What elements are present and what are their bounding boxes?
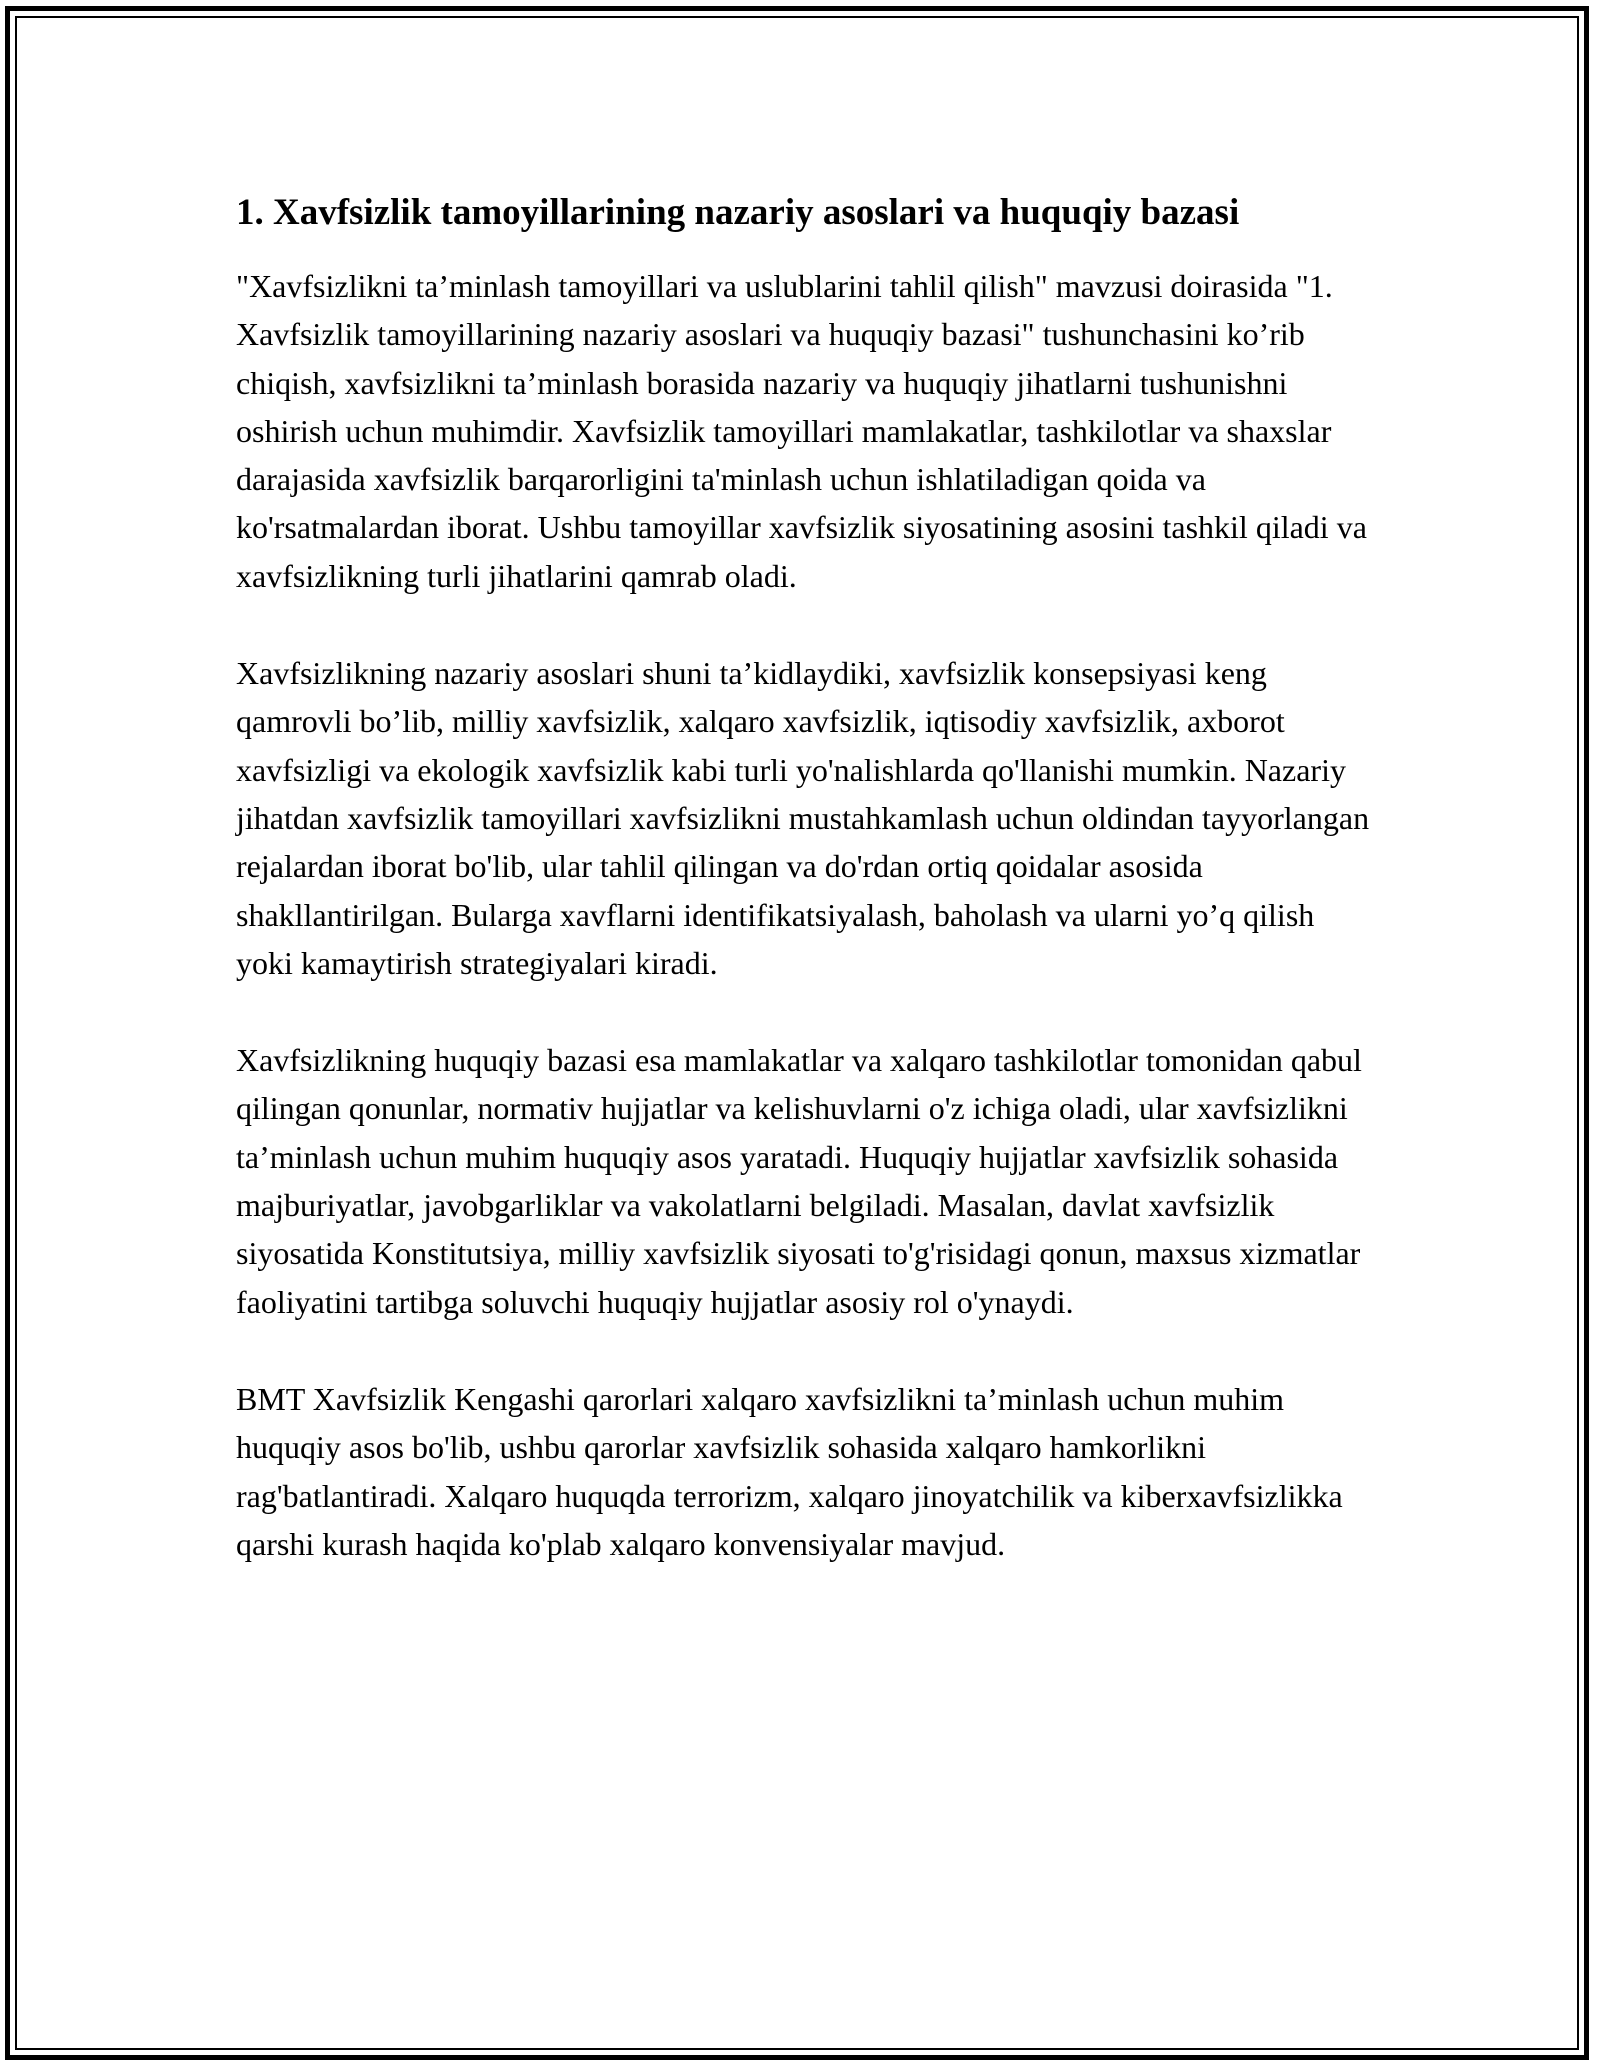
- document-body: [236, 186, 1376, 1617]
- section-heading: 1. Xavfsizlik tamoyillarining nazariy asoslari va huquqiy bazasi: [236, 192, 1240, 233]
- paragraph-2: Xavfsizlikning nazariy asoslari shuni ta’kidlaydiki, xavfsizlik konsepsiyasi keng qamrovli bo’lib, milliy xavfsizlik, xalqaro xavfsizlik, iqtisodiy xavfsizlik, axborot xavfsizligi va ekologik xavfsizlik kabi turli yo'nalishlarda qo'llanishi mumkin. Nazariy jihatdan xavfsizlik tamoyillari xavfsizlikni mustahkamlash uchun oldindan tayyorlangan rejalardan iborat bo'lib, ular tahlil qilingan va do'rdan ortiq qoidalar asosida shakllantirilgan. Bularga xavflarni identifikatsiyalash, baholash va ularni yo’q qilish yoki kamaytirish strategiyalari kiradi.: [236, 655, 1370, 981]
- paragraph-4: BMT Xavfsizlik Kengashi qarorlari xalqaro xavfsizlikni ta’minlash uchun muhim huquqiy asos bo'lib, ushbu qarorlar xavfsizlik sohasida xalqaro hamkorlikni rag'batlantiradi. Xalqaro huquqda terrorizm, xalqaro jinoyatchilik va kiberxavfsizlikka qarshi kurash haqida ko'plab xalqaro konvensiyalar mavjud.: [236, 1380, 1343, 1562]
- paragraph-3: Xavfsizlikning huquqiy bazasi esa mamlakatlar va xalqaro tashkilotlar tomonidan qabul qilingan qonunlar, normativ hujjatlar va kelishuvlarni o'z ichiga oladi, ular xavfsizlikni ta’minlash uchun muhim huquqiy asos yaratadi. Huquqiy hujjatlar xavfsizlik sohasida majburiyatlar, javobgarliklar va vakolatlarni belgiladi. Masalan, davlat xavfsizlik siyosatida Konstitutsiya, milliy xavfsizlik siyosati to'g'risidagi qonun, maxsus xizmatlar faoliyatini tartibga soluvchi huquqiy hujjatlar asosiy rol o'ynaydi.: [236, 1042, 1362, 1320]
- paragraph-1: "Xavfsizlikni ta’minlash tamoyillari va uslublarini tahlil qilish" mavzusi doirasida "1. Xavfsizlik tamoyillarining nazariy asoslari va huquqiy bazasi" tushunchasini ko’rib chiqish, xavfsizlikni ta’minlash borasida nazariy va huquqiy jihatlarni tushunishni oshirish uchun muhimdir. Xavfsizlik tamoyillari mamlakatlar, tashkilotlar va shaxslar darajasida xavfsizlik barqarorligini ta'minlash uchun ishlatiladigan qoida va ko'rsatmalardan iborat. Ushbu tamoyillar xavfsizlik siyosatining asosini tashkil qiladi va xavfsizlikning turli jihatlarini qamrab oladi.: [236, 268, 1367, 594]
